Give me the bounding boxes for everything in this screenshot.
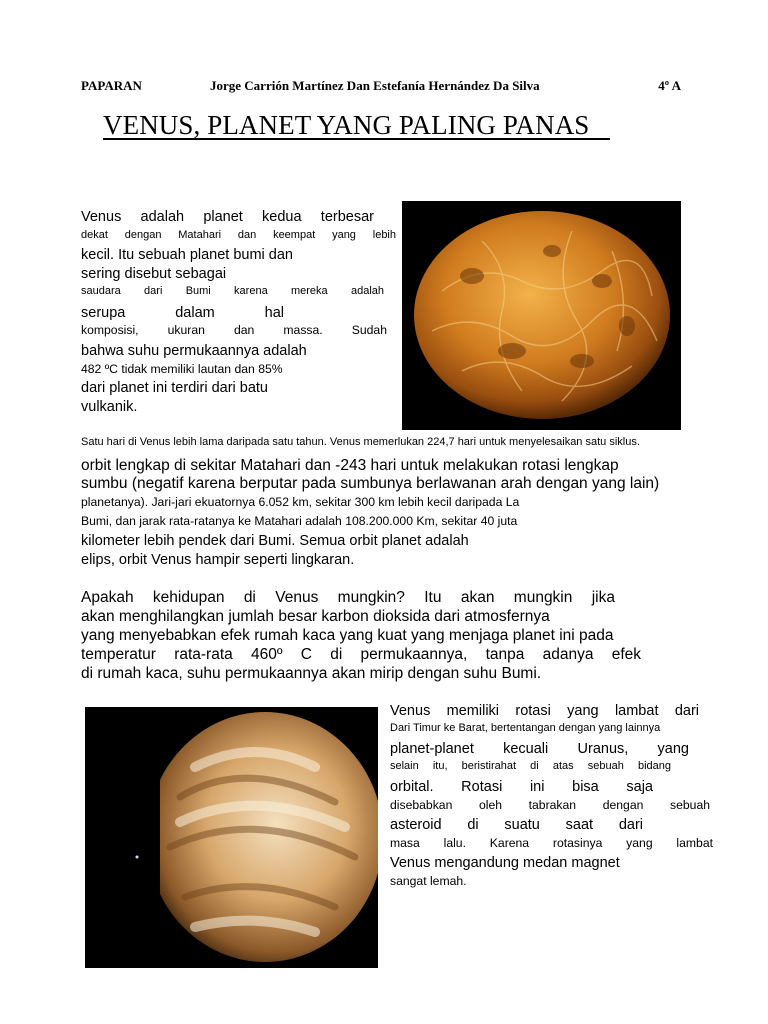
text-line: akan menghilangkan jumlah besar karbon dioksida dari atmosfernya (81, 608, 550, 625)
text-line: komposisi, ukuran dan massa. Sudah (81, 323, 387, 337)
text-line: planetanya). Jari-jari ekuatornya 6.052 km, sekitar 300 km lebih kecil daripada La (81, 495, 520, 509)
header-class: 4º A (658, 78, 681, 93)
text-line: selain itu, beristirahat di atas sebuah bidang (390, 760, 671, 772)
venus-clouds-illustration (85, 707, 378, 968)
text-line: bahwa suhu permukaannya adalah (81, 343, 307, 359)
header-authors: Jorge Carrión Martínez Dan Estefanía Hernández Da Silva (210, 78, 540, 93)
text-line: asteroid di suatu saat dari (390, 817, 643, 833)
text-line: Venus adalah planet kedua terbesar (81, 209, 374, 225)
text-line: masa lalu. Karena rotasinya yang lambat (390, 836, 713, 850)
text-line: sumbu (negatif karena berputar pada sumbunya berlawanan arah dengan yang lain) (81, 475, 660, 492)
text-line: kilometer lebih pendek dari Bumi. Semua orbit planet adalah (81, 533, 469, 549)
venus-surface-illustration (402, 201, 681, 430)
text-line: orbit lengkap di sekitar Matahari dan -243 hari untuk melakukan rotasi lengkap (81, 457, 619, 474)
text-line: elips, orbit Venus hampir seperti lingkaran. (81, 552, 355, 568)
text-line: kecil. Itu sebuah planet bumi dan (81, 247, 293, 263)
text-line: Dari Timur ke Barat, bertentangan dengan yang lainnya (390, 722, 661, 734)
text-line: saudara dari Bumi karena mereka adalah (81, 285, 384, 297)
page-title: VENUS, PLANET YANG PALING PANAS (103, 110, 610, 140)
text-line: yang menyebabkan efek rumah kaca yang kuat yang menjaga planet ini pada (81, 627, 614, 644)
text-line: dari planet ini terdiri dari batu (81, 380, 268, 396)
text-line: disebabkan oleh tabrakan dengan sebuah (390, 798, 710, 812)
text-line: serupa dalam hal (81, 305, 284, 321)
text-line: di rumah kaca, suhu permukaannya akan mirip dengan suhu Bumi. (81, 665, 542, 682)
header-section-label: PAPARAN (81, 78, 142, 93)
text-line: Venus mengandung medan magnet (390, 855, 620, 871)
text-line: Bumi, dan jarak rata-ratanya ke Matahari adalah 108.200.000 Km, sekitar 40 juta (81, 514, 518, 528)
text-line: sangat lemah. (390, 874, 467, 888)
text-line: sering disebut sebagai (81, 266, 227, 282)
text-line: Apakah kehidupan di Venus mungkin? Itu akan mungkin jika (81, 589, 615, 606)
venus-clouds-image (85, 707, 378, 968)
paragraph-orbit-lead: Satu hari di Venus lebih lama daripada satu tahun. Venus memerlukan 224,7 hari untuk menyelesaikan satu siklus. (81, 436, 640, 448)
text-line: orbital. Rotasi ini bisa saja (390, 779, 653, 795)
text-line: Venus memiliki rotasi yang lambat dari (390, 703, 699, 719)
text-line: vulkanik. (81, 399, 138, 415)
text-line: 482 ºC tidak memiliki lautan dan 85% (81, 362, 283, 376)
venus-surface-image (402, 201, 681, 430)
document-header (81, 78, 681, 96)
text-line: planet-planet kecuali Uranus, yang (390, 741, 689, 757)
text-line: temperatur rata-rata 460º C di permukaannya, tanpa adanya efek (81, 646, 641, 663)
text-line: dekat dengan Matahari dan keempat yang lebih (81, 229, 396, 241)
